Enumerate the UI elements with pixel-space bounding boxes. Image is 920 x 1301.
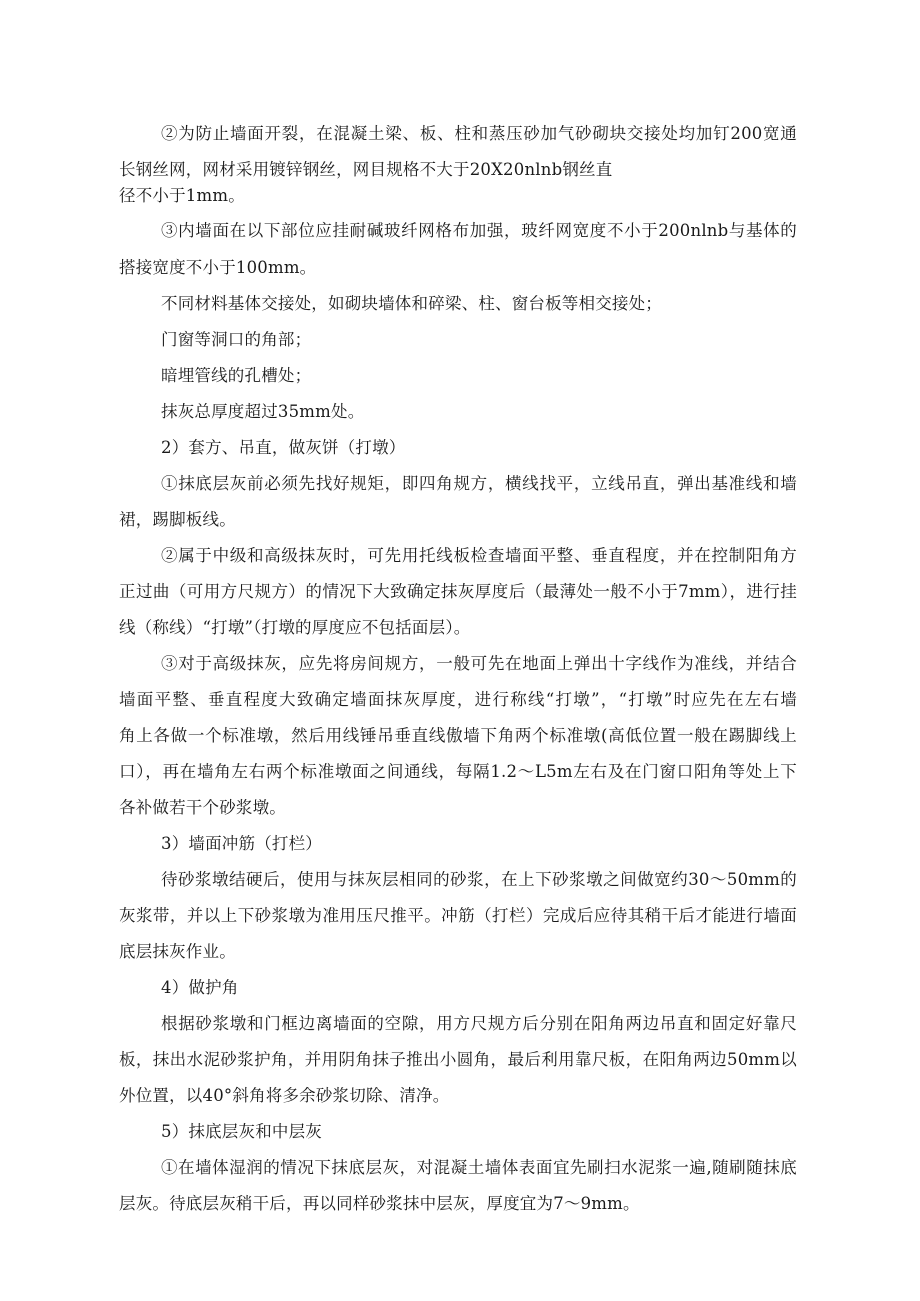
- section-heading: 5）抹底层灰和中层灰: [161, 1122, 322, 1141]
- paragraph-line: 外位置，以40°斜角将多余砂浆切除、清净。: [119, 1086, 450, 1105]
- paragraph-line: 待砂浆墩结硬后，使用与抹灰层相同的砂浆，在上下砂浆墩之间做宽约30～50mm的: [161, 870, 797, 889]
- paragraph-line: 墙面平整、垂直程度大致确定墙面抹灰厚度，进行称线“打墩”，“打墩”时应先在左右墙: [119, 690, 797, 709]
- paragraph-line: ③内墙面在以下部位应挂耐碱玻纤网格布加强，玻纤网宽度不小于200nlnb与基体的: [161, 221, 797, 240]
- paragraph-line: 长钢丝网，网材采用镀锌钢丝，网目规格不大于20X20nlnb钢丝直: [119, 160, 613, 179]
- section-heading: 3）墙面冲筋（打栏）: [161, 834, 322, 853]
- paragraph-line: 灰浆带，并以上下砂浆墩为准用压尺推平。冲筋（打栏）完成后应待其稍干后才能进行墙面: [119, 906, 797, 925]
- paragraph-line: 径不小于1mm。: [119, 186, 245, 205]
- paragraph-line: 各补做若干个砂浆墩。: [119, 798, 286, 817]
- section-heading: 2）套方、吊直，做灰饼（打墩）: [161, 438, 406, 457]
- paragraph-line: 层灰。待底层灰稍干后，再以同样砂浆抹中层灰，厚度宜为7～9mm。: [119, 1194, 640, 1213]
- paragraph-line: 线（称线）“打墩”（打墩的厚度应不包括面层）。: [119, 618, 471, 637]
- paragraph-line: 板，抹出水泥砂浆护角，并用阴角抹子推出小圆角，最后利用靠尺板，在阳角两边50mm以: [119, 1050, 797, 1069]
- paragraph-line: ②为防止墙面开裂，在混凝土梁、板、柱和蒸压砂加气砂砌块交接处均加钉200宽通: [161, 124, 797, 143]
- paragraph-line: ③对于高级抹灰，应先将房间规方，一般可先在地面上弹出十字线作为准线，并结合: [161, 654, 797, 673]
- paragraph-line: ②属于中级和高级抹灰时，可先用托线板检查墙面平整、垂直程度，并在控制阳角方: [161, 546, 797, 565]
- paragraph-line: 抹灰总厚度超过35mm处。: [161, 402, 365, 421]
- paragraph-line: 底层抹灰作业。: [119, 942, 236, 961]
- section-heading: 4）做护角: [161, 978, 239, 997]
- paragraph-line: 暗埋管线的孔槽处；: [161, 366, 312, 385]
- paragraph-line: 角上各做一个标准墩，然后用线锤吊垂直线傲墙下角两个标准墩(高低位置一般在踢脚线上: [119, 726, 797, 745]
- paragraph-line: 正过曲（可用方尺规方）的情况下大致确定抹灰厚度后（最薄处一般不小于7mm），进行挂: [119, 582, 797, 601]
- paragraph-line: 裙，踢脚板线。: [119, 510, 236, 529]
- paragraph-line: 口），再在墙角左右两个标准墩面之间通线，每隔1.2～L5m左右及在门窗口阳角等处上下: [119, 762, 797, 781]
- paragraph-line: 不同材料基体交接处，如砌块墙体和碎梁、柱、窗台板等相交接处；: [161, 294, 662, 313]
- paragraph-line: 搭接宽度不小于100mm。: [119, 258, 317, 277]
- paragraph-line: 根据砂浆墩和门框边离墙面的空隙，用方尺规方后分别在阳角两边吊直和固定好靠尺: [161, 1014, 797, 1033]
- paragraph-line: 门窗等洞口的角部；: [161, 330, 312, 349]
- paragraph-line: ①抹底层灰前必须先找好规矩，即四角规方，横线找平，立线吊直，弹出基准线和墙: [161, 474, 797, 493]
- paragraph-line: ①在墙体湿润的情况下抹底层灰，对混凝土墙体表面宜先刷扫水泥浆一遍,随刷随抹底: [161, 1158, 797, 1177]
